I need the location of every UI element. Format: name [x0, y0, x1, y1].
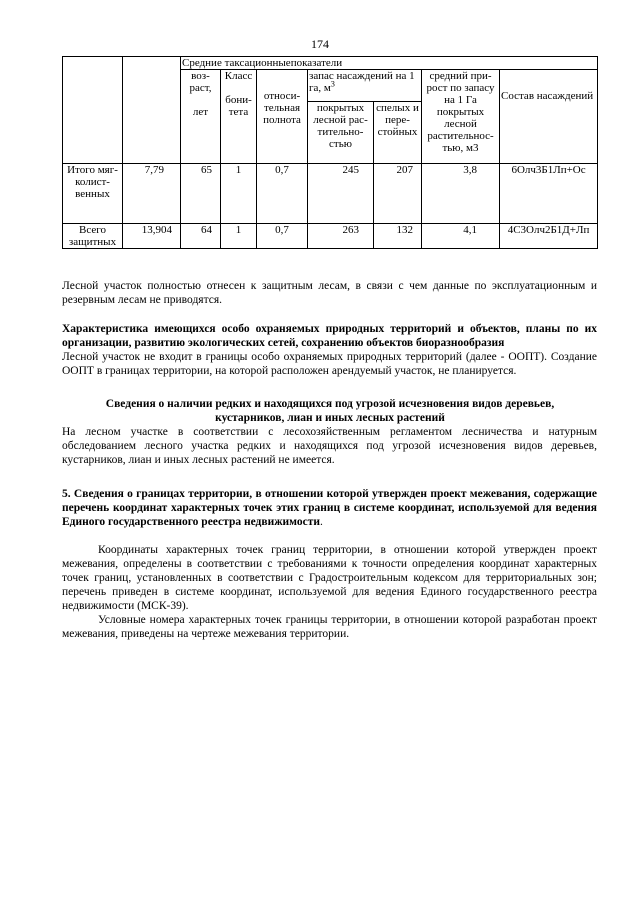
taxation-table — [62, 56, 598, 249]
col-density: относи-тельная полнота — [257, 70, 308, 164]
heading-oopt: Характеристика имеющихся особо охраняемых природных территорий и объектов, планы по их организации, развитию экологических сетей, сохранению объектов биоразнообразия — [62, 323, 597, 349]
col-stock-covered: покрытых лесной рас-тительно-стью — [308, 102, 374, 164]
paragraph-forest: Лесной участок полностью отнесен к защитным лесам, в связи с чем данные по эксплуатационным и резервным лесам не приводятся. — [62, 280, 597, 306]
paragraph-oopt: Лесной участок не входит в границы особо охраняемых природных территорий (далее - ООПТ). Создание ООПТ в границах территории, на которой расположен арендуемый участок, не планируется. — [62, 351, 597, 377]
table-row: Всего защитных 13,904 64 1 0,7 263 132 4,1 4С3Олч2Б1Д+Лп — [63, 224, 598, 249]
paragraph-coordinates: Координаты характерных точек границ территории, в отношении которой утвержден проект межевания, определены в соответствии с требованиями к точности определения координат характерных точек границ, установленных в соответствии с Градостроительным кодексом для территориальных зон; перечень приведен в системе координат, используемой для ведения Единого государственного реестра недвижимости (МСК-39). — [62, 544, 597, 612]
col-stock: запас насаждений на 1 га, $м^3$ — [308, 70, 422, 102]
heading-section-5: 5. Сведения о границах территории, в отношении которой утвержден проект межевания, содержащие перечень координат характерных точек этих границ в системе координат, используемой для ведения Единого государственного реестра недвижимости. — [62, 488, 597, 528]
table-row: Итого мяг-колист-венных 7,79 65 1 0,7 245 207 3,8 6Олч3Б1Лп+Ос — [63, 164, 598, 224]
col-growth: средний при-рост по запасу на 1 Га покрытых лесной растительнос-тью, м3 — [422, 70, 500, 164]
group-header: Средние таксационныепоказатели — [181, 57, 598, 70]
col-stock-ripe: спелых и пере-стойных — [374, 102, 422, 164]
col-class: Класс бони-тета — [221, 70, 257, 164]
col-composition: Состав насаждений — [500, 70, 598, 164]
page-number: 174 — [311, 37, 329, 51]
col-age: воз-раст, лет — [181, 70, 221, 164]
paragraph-rare-species: На лесном участке в соответствии с лесохозяйственным регламентом лесничества и натурным обследованием лесного участка редких и находящихся под угрозой исчезновения видов деревьев, кустарников, лиан и иных лесных растений не имеется. — [62, 426, 597, 466]
paragraph-point-numbers: Условные номера характерных точек границы территории, в отношении которой разработан проект межевания, приведены на чертеже межевания территории. — [62, 614, 597, 640]
heading-rare-species: Сведения о наличии редких и находящихся под угрозой исчезновения видов деревьев, кустарников, лиан и иных лесных растений — [105, 398, 555, 424]
